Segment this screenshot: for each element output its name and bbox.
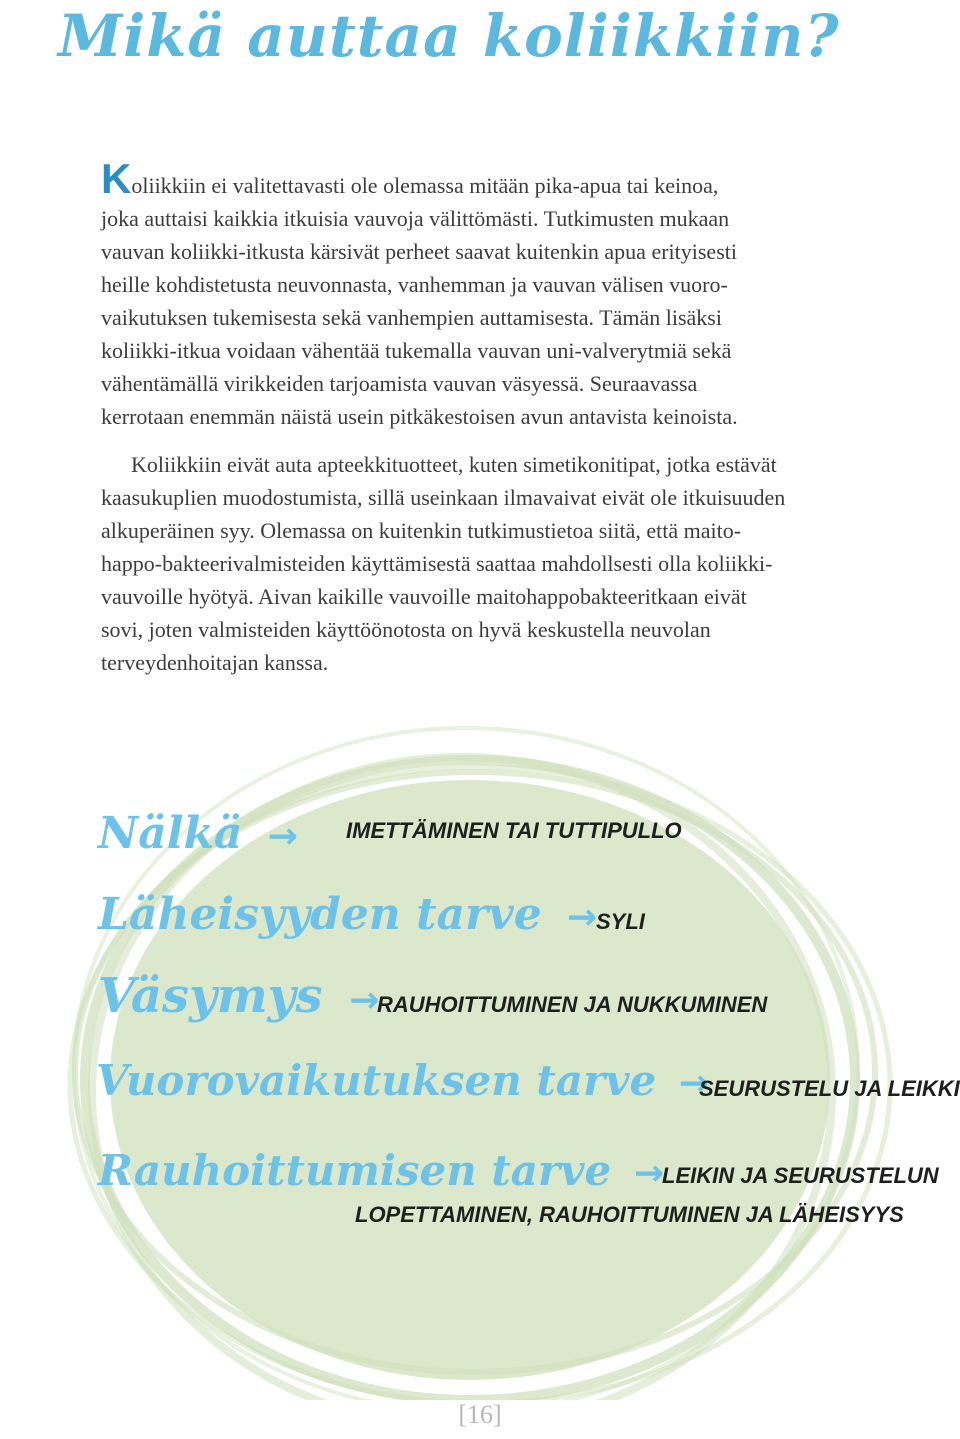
page-title: Mikä auttaa koliikkiin? xyxy=(58,2,840,70)
paragraph-line: kaasukuplien muodostumista, sillä useinkaan ilmavaivat eivät ole itkuisuuden xyxy=(101,485,786,510)
need-closeness: Läheisyyden tarve → xyxy=(98,889,598,940)
arrow-right-icon: → xyxy=(267,816,298,857)
paragraph-line: Koliikkiin eivät auta apteekkituotteet, kuten simetikonitipat, jotka estävät xyxy=(131,452,777,477)
intro-line: heille kohdistetusta neuvonnasta, vanhemman ja vauvan välisen vuoro- xyxy=(101,272,728,297)
intro-line: vauvan koliikki-itkusta kärsivät perheet saavat kuitenkin apua erityisesti xyxy=(101,239,737,264)
intro-line: vaikutuksen tukemisesta sekä vanhempien auttamisesta. Tämän lisäksi xyxy=(101,305,722,330)
answer-tiredness: RAUHOITTUMINEN JA NUKKUMINEN xyxy=(377,992,768,1017)
answer-hunger: IMETTÄMINEN TAI TUTTIPULLO xyxy=(346,818,682,843)
drop-cap: K xyxy=(101,155,132,202)
need-calming: Rauhoittumisen tarve → xyxy=(98,1146,665,1195)
paragraph-line: sovi, joten valmisteiden käyttöönotosta on hyvä keskustella neuvolan xyxy=(101,617,711,642)
arrow-right-icon: → xyxy=(678,1063,710,1104)
paragraph-line: vauvoille hyötyä. Aivan kaikille vauvoille maitohappobakteeritkaan eivät xyxy=(101,584,747,609)
need-tiredness: Väsymys → xyxy=(98,968,380,1024)
paragraph-line: alkuperäinen syy. Olemassa on kuitenkin tutkimustietoa siitä, että maito- xyxy=(101,518,742,543)
paragraph-line: happo-bakteerivalmisteiden käyttämisestä saattaa mahdollsesti olla koliikki- xyxy=(101,551,773,576)
second-paragraph xyxy=(101,448,901,679)
paragraph-line: terveydenhoitajan kanssa. xyxy=(101,650,329,675)
answer-closeness: SYLI xyxy=(596,909,645,934)
arrow-right-icon: → xyxy=(633,1153,665,1194)
intro-line: koliikki-itkua voidaan vähentää tukemalla vauvan uni-valverytmiä sekä xyxy=(101,338,732,363)
arrow-right-icon: → xyxy=(567,897,598,938)
need-hunger: Nälkä → xyxy=(98,808,298,859)
answer-calming-line-1: LEIKIN JA SEURUSTELUN xyxy=(662,1163,939,1188)
intro-line: kerrotaan enemmän näistä usein pitkäkestoisen avun antavista keinoista. xyxy=(101,404,738,429)
page-number: [16] xyxy=(458,1400,502,1429)
arrow-right-icon: → xyxy=(349,980,380,1021)
need-interaction: Vuorovaikutuksen tarve → xyxy=(96,1056,710,1105)
green-scribble-background xyxy=(0,700,960,1400)
answer-calming-line-2: LOPETTAMINEN, RAUHOITTUMINEN JA LÄHEISYYS xyxy=(355,1202,904,1227)
intro-line: joka auttaisi kaikkia itkuisia vauvoja välittömästi. Tutkimusten mukaan xyxy=(101,206,730,231)
answer-interaction: SEURUSTELU JA LEIKKI xyxy=(699,1076,960,1101)
intro-line: vähentämällä virikkeiden tarjoamista vauvan väsyessä. Seuraavassa xyxy=(101,371,698,396)
intro-paragraph xyxy=(101,155,901,433)
intro-line-1: Koliikkiin ei valitettavasti ole olemassa mitään pika-apua tai keinoa, xyxy=(101,155,719,202)
